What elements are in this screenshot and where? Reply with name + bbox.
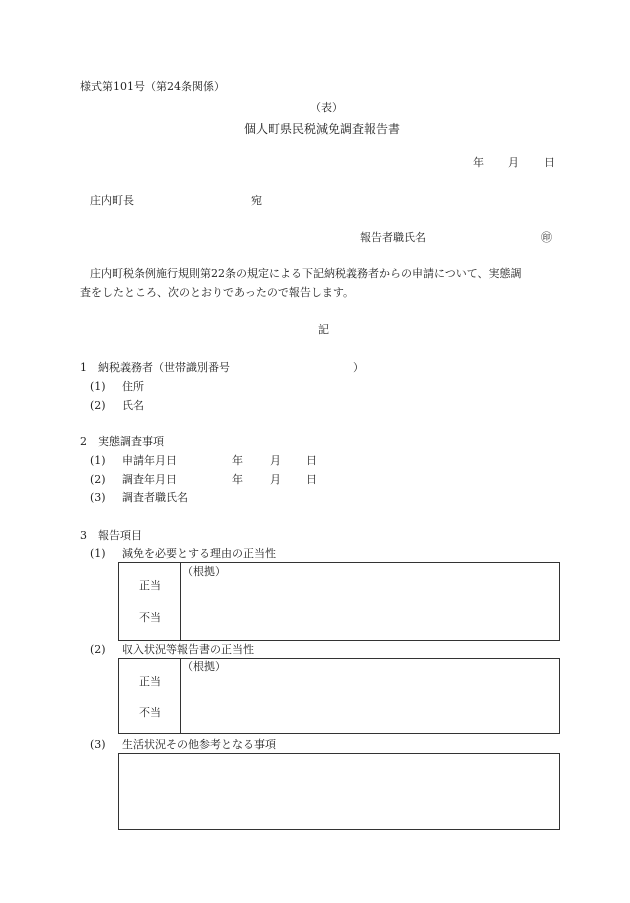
- side-label: （表）: [310, 101, 343, 114]
- section3-heading: 3 報告項目: [80, 529, 142, 542]
- section3-item2-label: 収入状況等報告書の正当性: [122, 643, 254, 656]
- section1-item2-num: (2): [90, 399, 106, 412]
- box2-basis-label: （根拠）: [182, 660, 226, 673]
- section3-item1-label: 減免を必要とする理由の正当性: [122, 547, 276, 560]
- section2-item3-num: (3): [90, 491, 106, 504]
- form-number: 様式第101号（第24条関係）: [80, 80, 225, 93]
- box1-basis-label: （根拠）: [182, 565, 226, 578]
- section3-item3-label: 生活状況その他参考となる事項: [122, 738, 276, 751]
- section2-heading: 2 実態調査事項: [80, 435, 164, 448]
- justification-divider-1: [180, 562, 181, 641]
- justification-divider-2: [180, 658, 181, 734]
- form-title: 個人町県民税減免調査報告書: [244, 122, 401, 136]
- addressee-name: 庄内町長: [90, 194, 134, 207]
- section1-item1-label: 住所: [122, 380, 144, 393]
- addressee-suffix: 宛: [251, 194, 262, 207]
- ki-label: 記: [318, 323, 329, 336]
- section2-item1-label: 申請年月日: [122, 454, 177, 467]
- section2-item1-month: 月: [270, 454, 281, 467]
- date-day: 日: [544, 156, 555, 169]
- reporter-label: 報告者職氏名: [360, 231, 426, 244]
- section3-item2-num: (2): [90, 643, 106, 656]
- body-line-1: 庄内町税条例施行規則第22条の規定による下記納税義務者からの申請について、実態調: [90, 267, 522, 280]
- box2-valid-option[interactable]: 正当: [139, 675, 161, 688]
- section1-item1-num: (1): [90, 380, 106, 393]
- section2-item2-num: (2): [90, 473, 106, 486]
- section3-item1-num: (1): [90, 547, 106, 560]
- body-line-2: 査をしたところ、次のとおりであったので報告します。: [80, 286, 355, 299]
- date-year: 年: [473, 156, 484, 169]
- box1-valid-option[interactable]: 正当: [139, 579, 161, 592]
- section2-item3-label: 調査者職氏名: [122, 491, 188, 504]
- section3-item3-num: (3): [90, 738, 106, 751]
- reference-notes-box[interactable]: [118, 753, 560, 830]
- section2-item2-label: 調査年月日: [122, 473, 177, 486]
- section2-item1-year: 年: [232, 454, 243, 467]
- section2-item2-day: 日: [306, 473, 317, 486]
- box1-invalid-option[interactable]: 不当: [139, 611, 161, 624]
- section2-item1-num: (1): [90, 454, 106, 467]
- section1-item2-label: 氏名: [122, 399, 144, 412]
- section1-heading-close: ）: [353, 361, 364, 374]
- section2-item2-month: 月: [270, 473, 281, 486]
- section2-item2-year: 年: [232, 473, 243, 486]
- section1-heading: 1 納税義務者（世帯識別番号: [80, 361, 230, 374]
- date-month: 月: [508, 156, 519, 169]
- section2-item1-day: 日: [306, 454, 317, 467]
- seal-mark: ㊞: [541, 231, 552, 244]
- box2-invalid-option[interactable]: 不当: [139, 706, 161, 719]
